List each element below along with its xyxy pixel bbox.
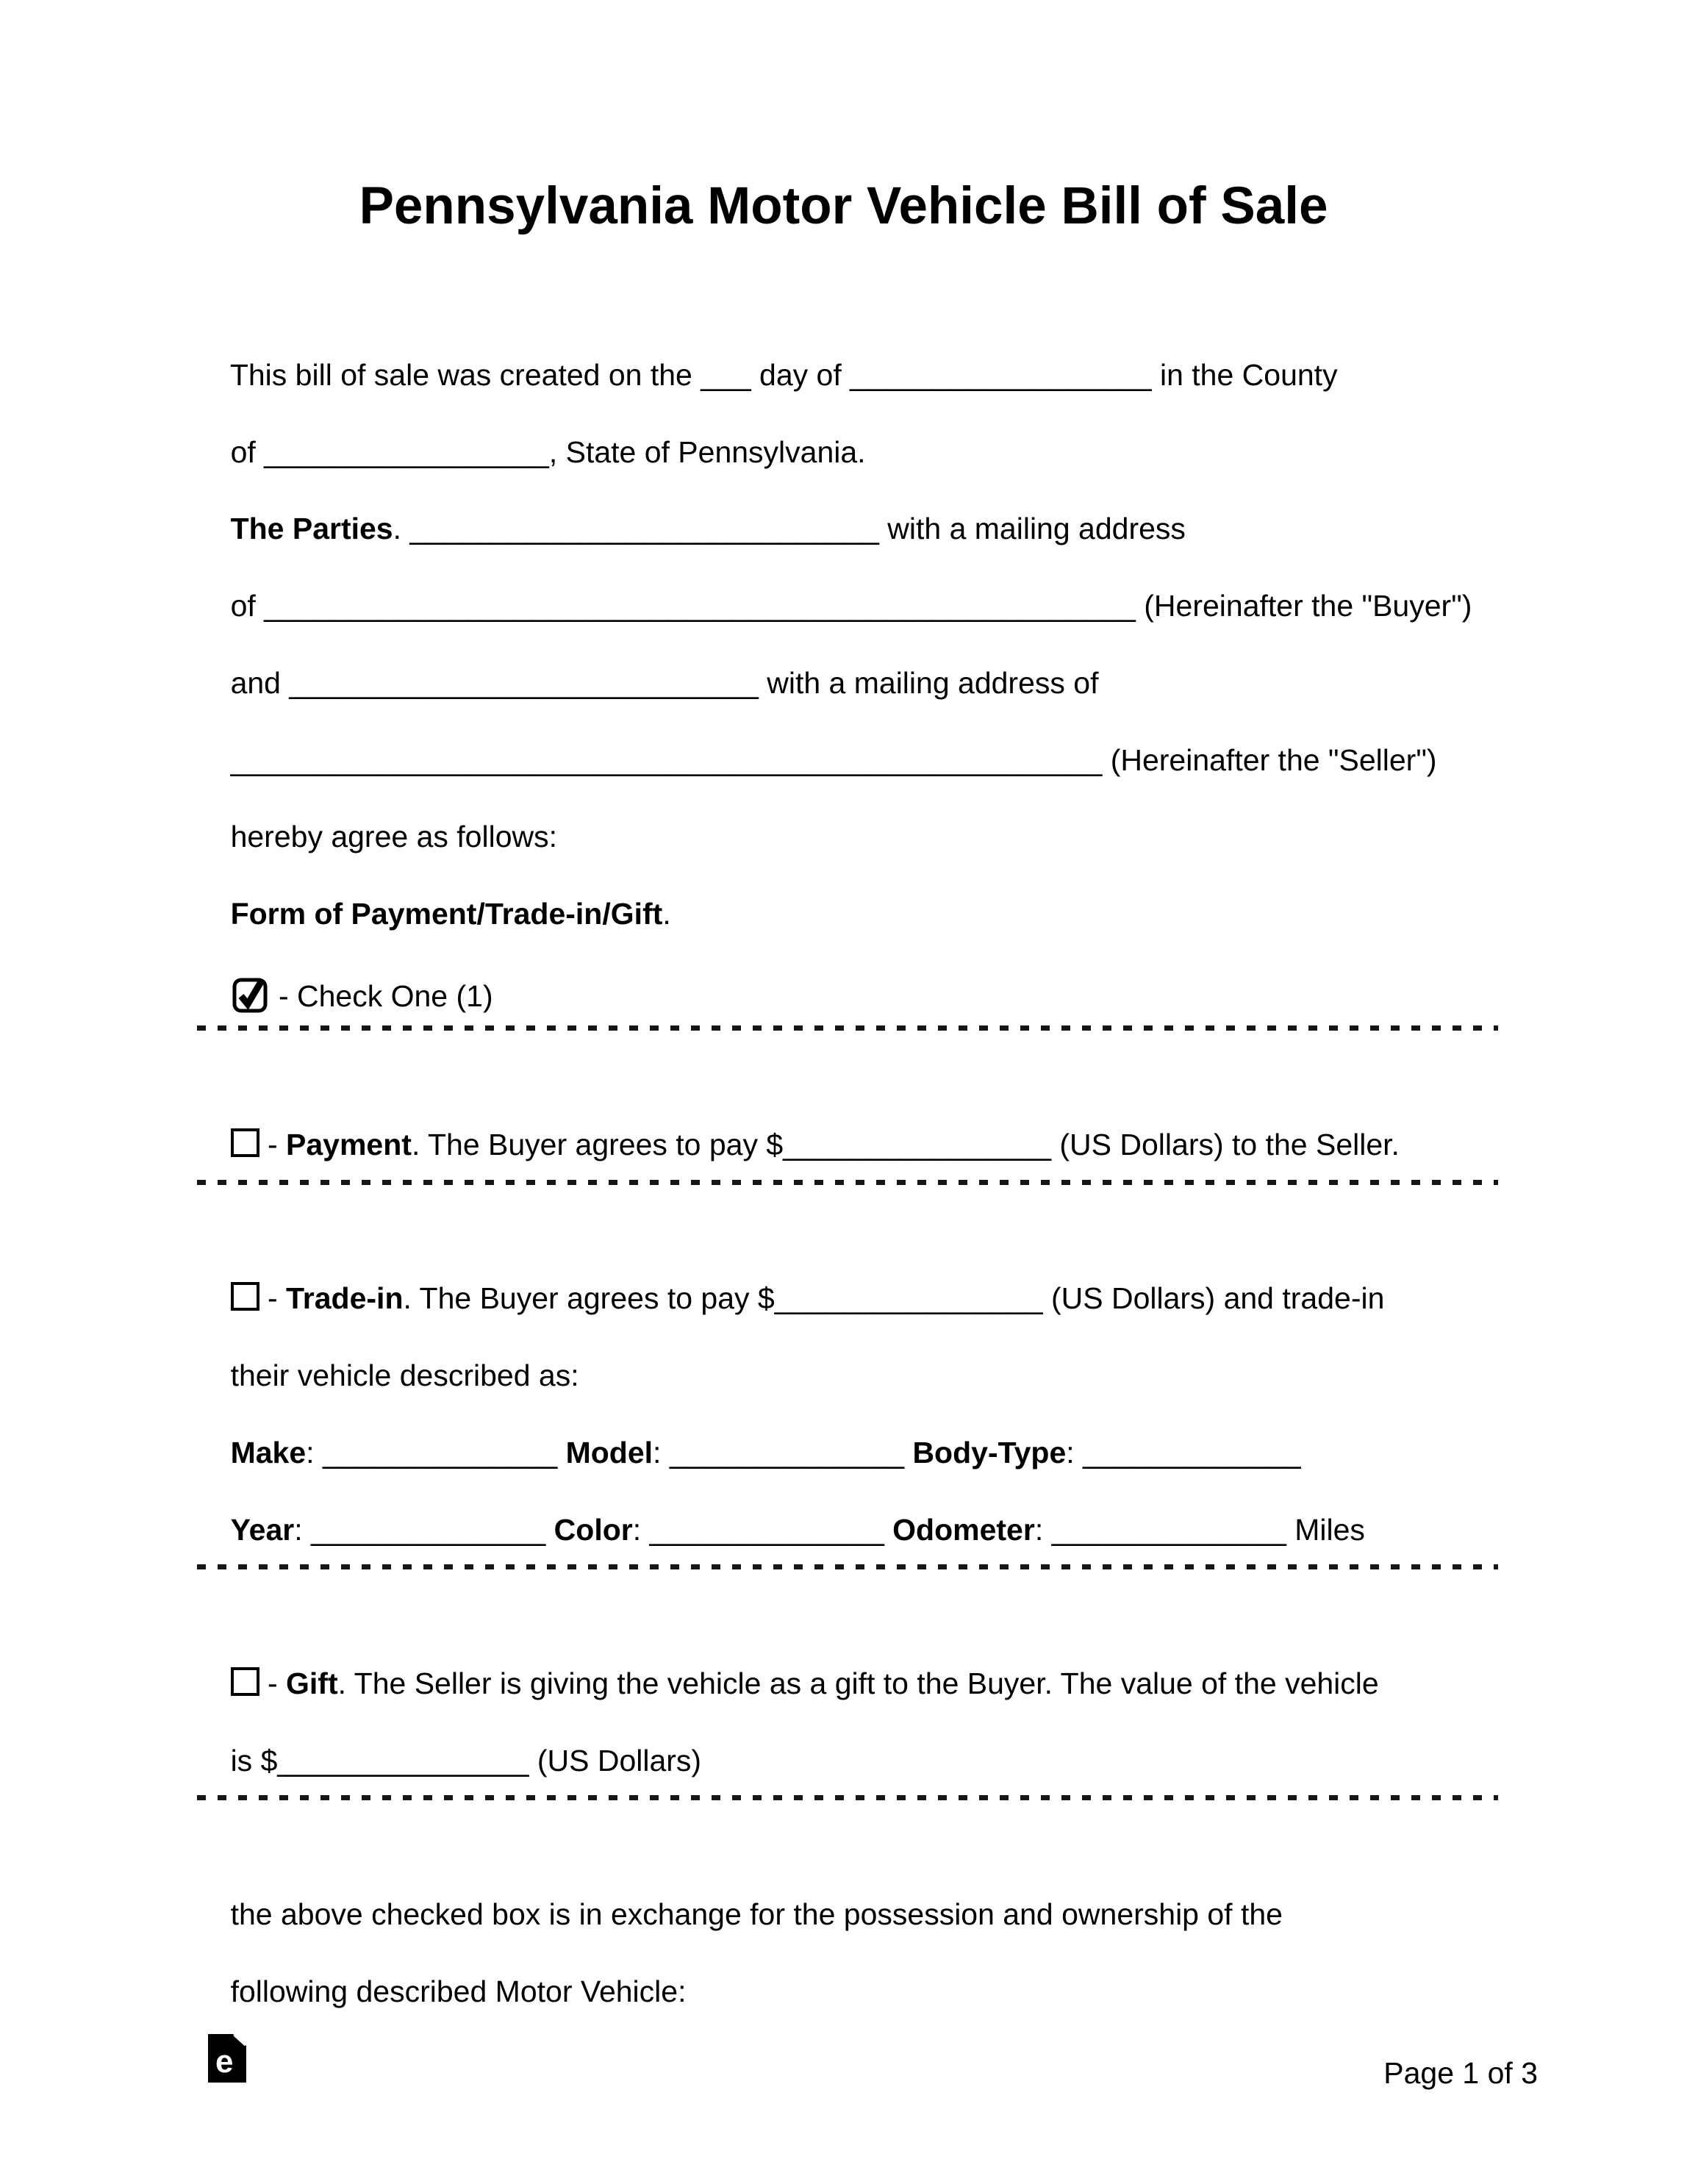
color-label: Color [554,1513,633,1547]
dashed-divider [197,1564,1498,1569]
text-segment: Miles [1286,1513,1365,1547]
text-segment: is $ [230,1744,278,1777]
model-label: Model [565,1436,653,1469]
blank-tradein-amount[interactable]: ________________ [774,1281,1043,1315]
trade-in-checkbox[interactable] [231,1282,259,1311]
blank-buyer-address[interactable]: ____________________________________________________ [264,589,1136,623]
text-segment: (Hereinafter the "Buyer") [1135,589,1472,623]
text-segment [904,1436,912,1469]
text-segment: with a mailing address of [758,666,1099,700]
dashed-divider [197,1795,1498,1800]
closing-line-2 [197,1936,686,2047]
dashed-divider [197,1025,1498,1031]
year-label: Year [230,1513,295,1547]
text-segment: : [306,1436,323,1469]
blank-make[interactable]: ______________ [322,1436,558,1469]
section-heading: Form of Payment/Trade-in/Gift [230,897,663,931]
blank-odometer[interactable]: ______________ [1051,1513,1286,1547]
text-segment: . The Seller is giving the vehicle as a gift to the Buyer. The value of the vehicle [337,1666,1379,1700]
text-segment [884,1513,892,1547]
body-type-label: Body-Type [912,1436,1067,1469]
blank-buyer-name[interactable]: ____________________________ [409,512,879,545]
text-segment: (US Dollars) and trade-in [1042,1281,1385,1315]
text-segment: : [632,1513,650,1547]
eforms-logo [208,2034,246,2083]
text-segment: - Check One (1) [270,979,493,1013]
text-segment: : [294,1513,312,1547]
text-segment: : [1066,1436,1084,1469]
text-segment: - [259,1281,287,1315]
page-title: Pennsylvania Motor Vehicle Bill of Sale [359,177,1328,235]
blank-model[interactable]: ______________ [669,1436,905,1469]
text-segment: (Hereinafter the "Seller") [1102,743,1437,777]
text-segment: of [230,435,265,469]
text-segment: This bill of sale was created on the [229,358,701,392]
text-segment: : [1034,1513,1052,1547]
text-segment [545,1513,554,1547]
text-segment [557,1436,565,1469]
blank-color[interactable]: ______________ [649,1513,884,1547]
check-one-checkbox-icon[interactable] [231,979,271,1013]
text-segment: - [259,1666,287,1700]
page-number-label: Page 1 of 3 [1383,2056,1538,2090]
text-segment: their vehicle described as: [230,1358,579,1392]
parties-label: The Parties [230,512,393,545]
text-segment: day of [751,358,850,392]
text-segment: . The Buyer agrees to pay $ [411,1128,784,1161]
blank-month[interactable]: __________________ [850,358,1152,392]
text-segment: . [393,512,410,545]
text-segment: hereby agree as follows: [230,820,557,853]
text-segment: : [653,1436,670,1469]
text-segment: and [230,666,290,700]
svg-text:e: e [215,2044,234,2080]
text-segment: . The Buyer agrees to pay $ [403,1281,775,1315]
text-segment: , State of Pennsylvania. [548,435,866,469]
blank-seller-address[interactable]: ____________________________________________________ [230,743,1103,777]
blank-gift-amount[interactable]: _______________ [277,1744,529,1777]
payment-label: Payment [286,1128,412,1161]
blank-county[interactable]: _________________ [264,435,549,469]
blank-seller-name[interactable]: ____________________________ [289,666,759,700]
text-segment: - [259,1128,287,1161]
text-segment: of [230,589,265,623]
text-segment: with a mailing address [878,512,1186,545]
blank-body-type[interactable]: _____________ [1083,1436,1301,1469]
text-segment: in the County [1151,358,1338,392]
text-segment: (US Dollars) to the Seller. [1051,1128,1400,1161]
text-segment: the above checked box is in exchange for the possession and ownership of the [230,1897,1283,1931]
dashed-divider [197,1180,1498,1185]
gift-checkbox[interactable] [231,1667,259,1696]
check-one-line [197,936,493,1051]
trade-in-label: Trade-in [286,1281,404,1315]
make-label: Make [230,1436,307,1469]
blank-payment-amount[interactable]: ________________ [783,1128,1051,1161]
gift-label: Gift [286,1666,338,1700]
odometer-label: Odometer [892,1513,1035,1547]
payment-checkbox[interactable] [231,1128,259,1157]
text-segment: (US Dollars) [529,1744,702,1777]
text-segment: . [662,897,671,931]
blank-year[interactable]: ______________ [311,1513,546,1547]
text-segment: following described Motor Vehicle: [230,1974,687,2008]
blank-day[interactable]: ___ [701,358,751,392]
